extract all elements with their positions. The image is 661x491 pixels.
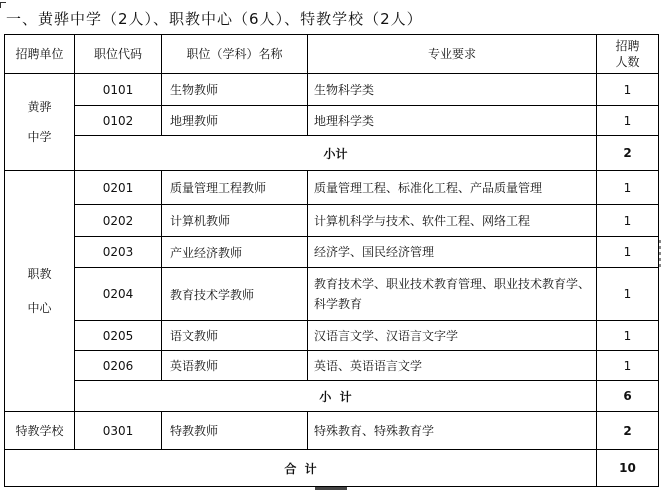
subtotal-label: 小计 [75, 136, 597, 171]
table-row [5, 268, 659, 321]
unit-cell: 特教学校 [5, 412, 75, 450]
header-count [597, 35, 659, 74]
unit-name-line2: 中心 [27, 301, 52, 315]
count-cell: 1 [597, 237, 659, 268]
total-label: 合 计 [5, 450, 597, 487]
header-count-line2: 人数 [615, 55, 640, 69]
total-row [5, 450, 659, 487]
subtotal-row [5, 381, 659, 412]
code-cell: 0101 [75, 74, 162, 106]
requirement-cell: 英语、英语语言文学 [308, 351, 597, 381]
unit-cell [5, 171, 75, 412]
section-heading: 一、黄骅中学（2人）、职教中心（6人）、特教学校（2人） [6, 10, 423, 28]
unit-name-line1: 职教 [27, 267, 52, 281]
table-row [5, 171, 659, 205]
code-cell: 0201 [75, 171, 162, 205]
table-row [5, 74, 659, 106]
count-cell: 1 [597, 74, 659, 106]
code-cell: 0205 [75, 321, 162, 351]
position-cell: 英语教师 [162, 351, 308, 381]
count-cell: 1 [597, 171, 659, 205]
subtotal-label: 小 计 [75, 381, 597, 412]
code-cell: 0204 [75, 268, 162, 321]
count-cell: 1 [597, 205, 659, 237]
header-unit: 招聘单位 [5, 35, 75, 74]
count-cell: 2 [597, 412, 659, 450]
table-row [5, 321, 659, 351]
requirement-cell: 地理科学类 [308, 106, 597, 136]
table-header-row [5, 35, 659, 74]
position-cell: 教育技术学教师 [162, 268, 308, 321]
position-cell: 地理教师 [162, 106, 308, 136]
count-cell: 1 [597, 106, 659, 136]
unit-name-line2: 中学 [27, 130, 52, 144]
requirement-cell: 质量管理工程、标准化工程、产品质量管理 [308, 171, 597, 205]
header-requirement: 专业要求 [308, 35, 597, 74]
code-cell: 0202 [75, 205, 162, 237]
code-cell: 0301 [75, 412, 162, 450]
total-value: 10 [597, 450, 659, 487]
unit-cell [5, 74, 75, 171]
requirement-cell: 汉语言文学、汉语言文字学 [308, 321, 597, 351]
position-cell: 产业经济教师 [162, 237, 308, 268]
table-row [5, 351, 659, 381]
subtotal-value: 2 [597, 136, 659, 171]
subtotal-row [5, 136, 659, 171]
table-row [5, 106, 659, 136]
position-cell: 计算机教师 [162, 205, 308, 237]
requirement-cell: 生物科学类 [308, 74, 597, 106]
table-row [5, 205, 659, 237]
count-cell: 1 [597, 268, 659, 321]
position-cell: 特教教师 [162, 412, 308, 450]
requirement-cell: 教育技术学、职业技术教育管理、职业技术教育学、科学教育 [308, 268, 597, 321]
position-cell: 生物教师 [162, 74, 308, 106]
requirement-cell: 特殊教育、特殊教育学 [308, 412, 597, 450]
unit-name-line1: 黄骅 [27, 100, 52, 114]
table-row [5, 237, 659, 268]
count-cell: 1 [597, 351, 659, 381]
code-cell: 0203 [75, 237, 162, 268]
header-count-line1: 招聘 [615, 39, 640, 53]
requirement-cell: 经济学、国民经济管理 [308, 237, 597, 268]
table-row [5, 412, 659, 450]
header-position: 职位（学科）名称 [162, 35, 308, 74]
position-cell: 语文教师 [162, 321, 308, 351]
count-cell: 1 [597, 321, 659, 351]
requirement-cell: 计算机科学与技术、软件工程、网络工程 [308, 205, 597, 237]
code-cell: 0206 [75, 351, 162, 381]
header-code: 职位代码 [75, 35, 162, 74]
recruitment-table [4, 34, 659, 487]
subtotal-value: 6 [597, 381, 659, 412]
bottom-rule [315, 487, 347, 490]
position-cell: 质量管理工程教师 [162, 171, 308, 205]
code-cell: 0102 [75, 106, 162, 136]
